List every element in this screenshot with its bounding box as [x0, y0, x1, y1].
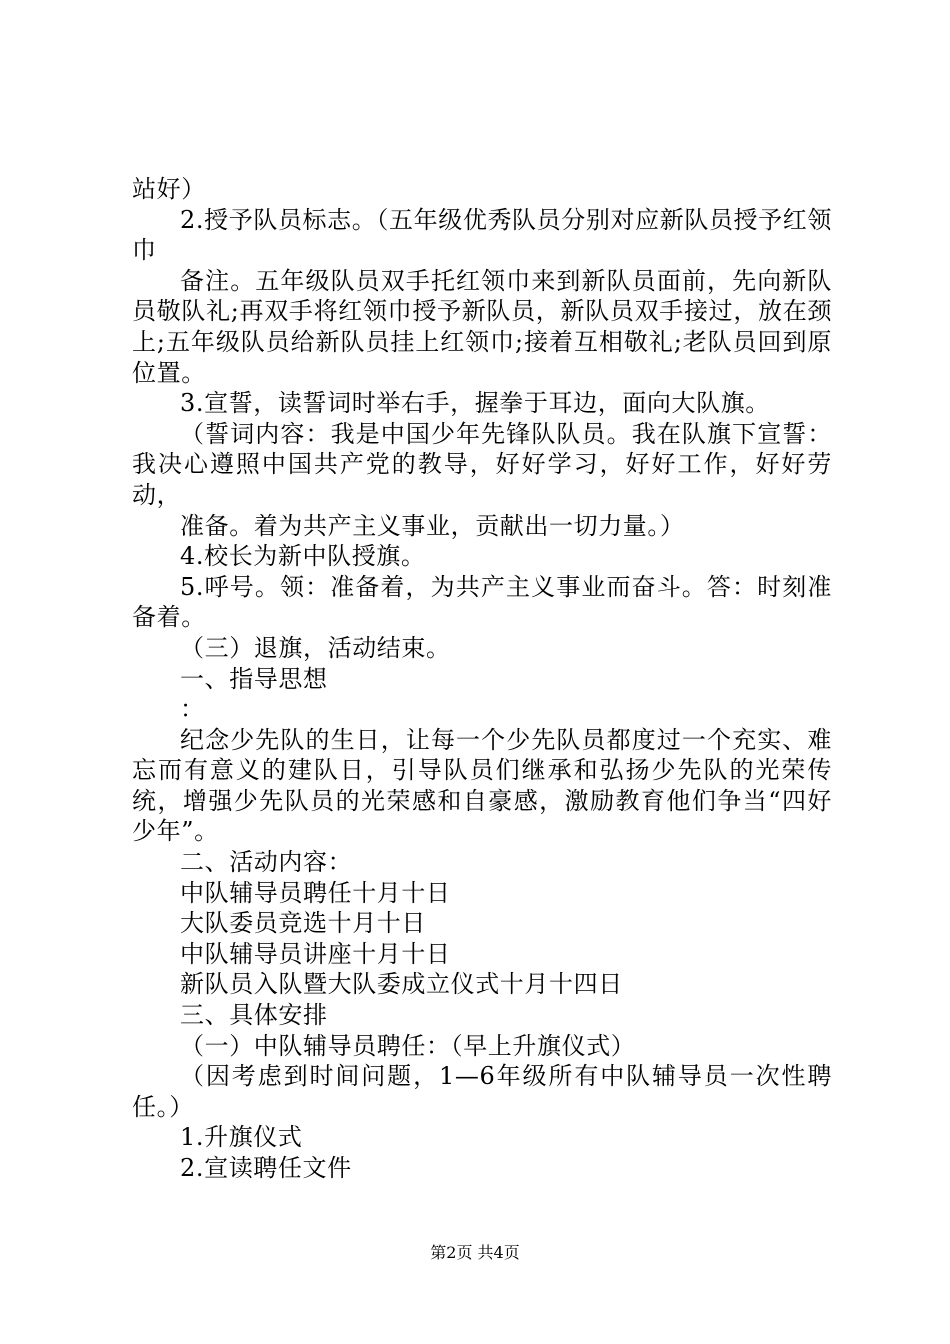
- paragraph: （因考虑到时间问题，1—6年级所有中队辅导员一次性聘任。）: [132, 1062, 832, 1121]
- paragraph: 准备。着为共产主义事业，贡献出一切力量。）: [180, 511, 685, 540]
- section-heading: 三、具体安排: [180, 1001, 328, 1030]
- list-item: 新队员入队暨大队委成立仪式十月十四日: [180, 970, 623, 999]
- paragraph: 5.呼号。领：准备着，为共产主义事业而奋斗。答：时刻准备着。: [132, 572, 832, 632]
- paragraph: 2.授予队员标志。（五年级优秀队员分别对应新队员授予红领巾: [132, 205, 832, 265]
- paragraph: 4.校长为新中队授旗。: [180, 542, 426, 571]
- page-number-footer: 第2页 共4页: [430, 1243, 520, 1262]
- paragraph: 纪念少先队的生日，让每一个少先队员都度过一个充实、难忘而有意义的建队日，引导队员们继承和弘扬少先队的光荣传统，增强少先队员的光荣感和自豪感，激励教育他们争当“四好少年”。: [132, 725, 832, 846]
- list-item: 大队委员竞选十月十日: [180, 909, 426, 938]
- paragraph: （一）中队辅导员聘任：（早上升旗仪式）: [180, 1031, 636, 1060]
- paragraph: 站好）: [132, 175, 206, 203]
- section-heading: 一、指导思想: [180, 664, 328, 693]
- document-body: [132, 174, 832, 1184]
- paragraph: ：: [180, 695, 205, 724]
- list-item: 中队辅导员讲座十月十日: [180, 939, 451, 968]
- paragraph: 备注。五年级队员双手托红领巾来到新队员面前，先向新队员敬队礼;再双手将红领巾授予新队员，新队员双手接过，放在颈上;五年级队员给新队员挂上红领巾;接着互相敬礼;老队员回到原位置。: [132, 266, 832, 387]
- paragraph: 3.宣誓，读誓词时举右手，握拳于耳边，面向大队旗。: [180, 389, 770, 418]
- list-item: 2.宣读聘任文件: [180, 1154, 352, 1182]
- paragraph: （誓词内容：我是中国少年先锋队队员。我在队旗下宣誓：我决心遵照中国共产党的教导，好好学习，好好工作，好好劳动，: [132, 419, 832, 509]
- paragraph: （三）退旗，活动结束。: [180, 633, 451, 662]
- list-item: 中队辅导员聘任十月十日: [180, 878, 451, 907]
- section-heading: 二、活动内容：: [180, 848, 353, 877]
- list-item: 1.升旗仪式: [180, 1123, 303, 1152]
